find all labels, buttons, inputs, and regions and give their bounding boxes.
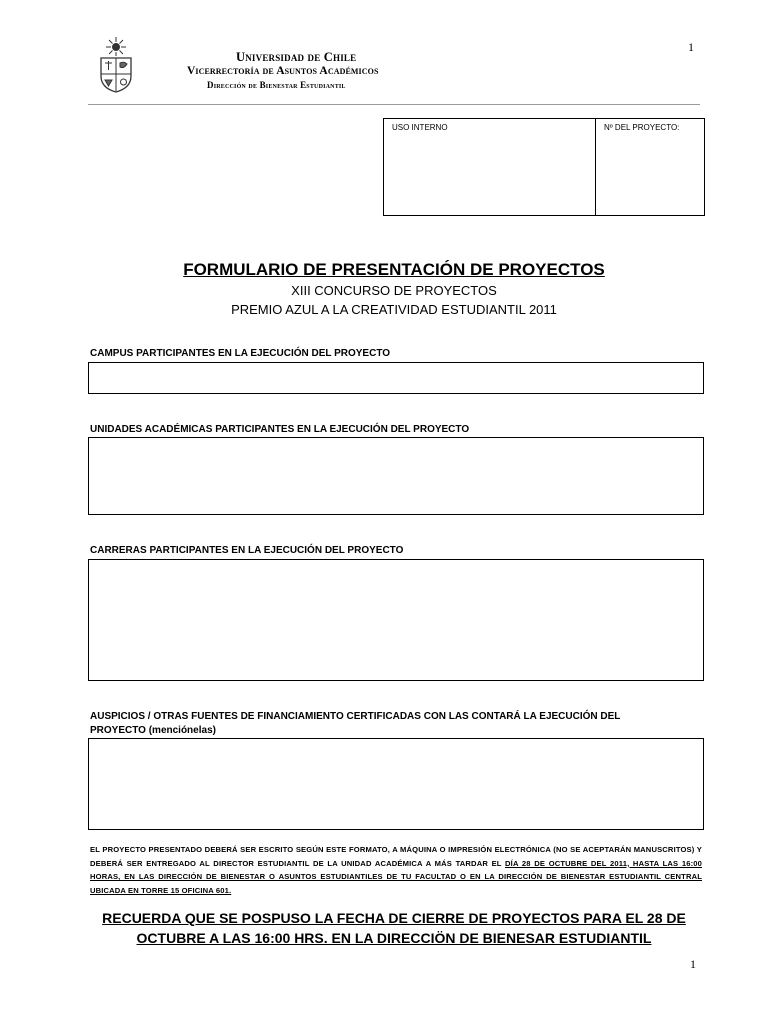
subtitle-premio: PREMIO AZUL A LA CREATIVIDAD ESTUDIANTIL 2011 — [231, 302, 557, 317]
university-seal-icon — [96, 36, 136, 94]
unidades-field[interactable] — [88, 437, 704, 515]
notice-text-deadline: DÍA 28 DE OCTUBRE DEL 2011, HASTA LAS 16:00 HORAS, EN LAS DIRECCIÓN DE BIENESTAR O ASUNTOS ESTUDIANTILES DE TU FACULTAD O EN LA DIRECCIÓN DE BIENESTAR ESTUDIANTIL CENTRAL UBICADA EN TORRE 15 OFICINA 601. — [90, 858, 703, 895]
subtitle-concurso: XIII CONCURSO DE PROYECTOS — [291, 283, 497, 298]
campus-field[interactable] — [88, 362, 704, 394]
campus-label: CAMPUS PARTICIPANTES EN LA EJECUCIÓN DEL PROYECTO — [90, 348, 391, 359]
reminder-line1: RECUERDA QUE SE POSPUSO LA FECHA DE CIERRE DE PROYECTOS PARA EL 28 DE — [102, 910, 686, 926]
auspicios-field[interactable] — [88, 738, 704, 830]
unidades-label: UNIDADES ACADÉMICAS PARTICIPANTES EN LA EJECUCIÓN DEL PROYECTO — [90, 424, 470, 435]
numero-proyecto-cell[interactable] — [596, 119, 704, 215]
auspicios-label-line2: PROYECTO (menciónelas) — [90, 725, 216, 736]
page-number-bottom: 1 — [690, 957, 696, 971]
direccion-name: Dirección de Bienestar Estudiantil — [207, 80, 346, 90]
deadline-reminder — [88, 908, 700, 948]
form-title: FORMULARIO DE PRESENTACIÓN DE PROYECTOS — [183, 260, 605, 279]
vicerrectoria-name: Vicerrectoría de Asuntos Académicos — [187, 65, 379, 77]
numero-proyecto-label: Nº DEL PROYECTO: — [604, 123, 680, 132]
page-number-top: 1 — [688, 40, 694, 54]
uso-interno-label: USO INTERNO — [392, 123, 448, 132]
notice-text-part1: EL PROYECTO PRESENTADO DEBERÁ SER ESCRITO SEGÚN ESTE FORMATO, A MÁQUINA O IMPRESIÓN ELECTRÓNICA (NO SE ACEPTARÁN MANUSCRITOS) Y DEBERÁ SER ENTREGADO AL DIRECTOR ESTUDIANTIL DE LA UNIDAD ACADÉMICA A MÁS TARDAR EL — [90, 845, 702, 868]
uso-interno-cell[interactable] — [384, 119, 596, 215]
carreras-field[interactable] — [88, 559, 704, 681]
auspicios-label-line1: AUSPICIOS / OTRAS FUENTES DE FINANCIAMIENTO CERTIFICADAS CON LAS CONTARÁ LA EJECUCIÓN DEL — [90, 711, 621, 722]
university-name: Universidad de Chile — [236, 50, 357, 64]
internal-use-box — [383, 118, 705, 216]
header-divider — [88, 104, 700, 105]
carreras-label: CARRERAS PARTICIPANTES EN LA EJECUCIÓN DEL PROYECTO — [90, 545, 404, 556]
submission-notice — [90, 843, 702, 897]
reminder-line2: OCTUBRE A LAS 16:00 HRS. EN LA DIRECCIÖN DE BIENESAR ESTUDIANTIL — [136, 930, 652, 946]
